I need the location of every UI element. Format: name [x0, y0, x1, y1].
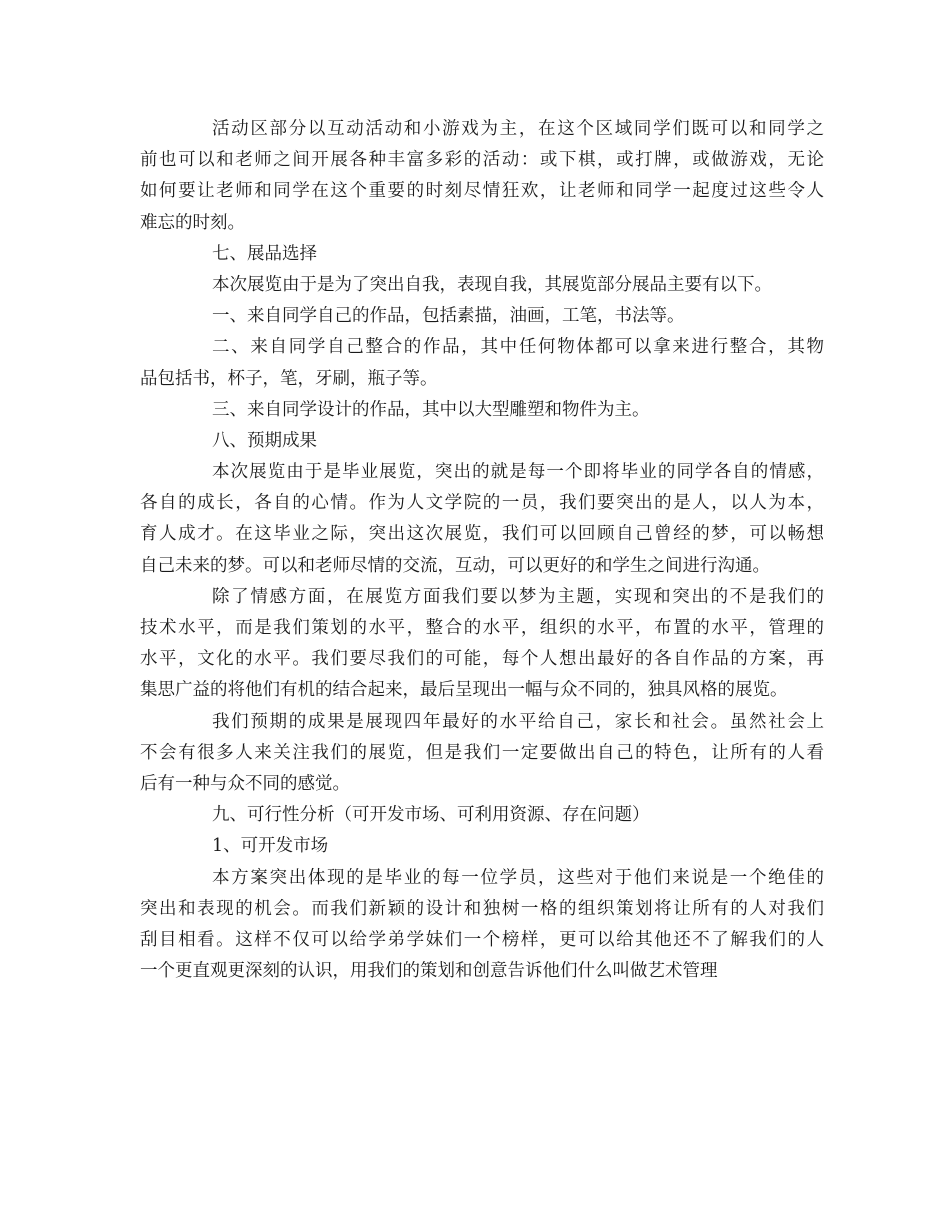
paragraph-line: 本方案突出体现的是毕业的每一位学员，这些对于他们来说是一个绝佳的: [212, 867, 824, 888]
section-heading: 九、可行性分析（可开发市场、可利用资源、存在问题）: [212, 805, 650, 826]
paragraph-line: 本次展览由于是为了突出自我，表现自我，其展览部分展品主要有以下。: [212, 274, 772, 295]
paragraph-line: 育人成才。在这毕业之际，突出这次展览，我们可以回顾自己曾经的梦，可以畅想: [140, 524, 824, 545]
paragraph-line: 水平，文化的水平。我们要尽我们的可能，每个人想出最好的各自作品的方案，再: [140, 649, 824, 670]
paragraph-line: 突出和表现的机会。而我们新颖的设计和独树一格的组织策划将让所有的人对我们: [140, 898, 824, 919]
paragraph-line: 集思广益的将他们有机的结合起来，最后呈现出一幅与众不同的，独具风格的展览。: [140, 680, 788, 701]
paragraph-line: 各自的成长，各自的心情。作为人文学院的一员，我们要突出的是人，以人为本，: [140, 493, 824, 514]
list-item-continuation: 品包括书，杯子，笔，牙刷，瓶子等。: [140, 368, 438, 389]
section-heading: 七、展品选择: [212, 243, 317, 264]
paragraph-line: 自己未来的梦。可以和老师尽情的交流，互动，可以更好的和学生之间进行沟通。: [140, 555, 770, 576]
paragraph-line: 刮目相看。这样不仅可以给学弟学妹们一个榜样，更可以给其他还不了解我们的人: [140, 929, 824, 950]
paragraph-line: 我们预期的成果是展现四年最好的水平给自己，家长和社会。虽然社会上: [212, 711, 824, 732]
list-item: 一、来自同学自己的作品，包括素描，油画，工笔，书法等。: [212, 306, 685, 327]
paragraph-line: 如何要让老师和同学在这个重要的时刻尽情狂欢，让老师和同学一起度过这些令人: [140, 181, 824, 202]
paragraph-line: 前也可以和老师之间开展各种丰富多彩的活动：或下棋，或打牌，或做游戏，无论: [140, 150, 824, 171]
list-item: 二、来自同学自己整合的作品，其中任何物体都可以拿来进行整合，其物: [212, 337, 824, 358]
subsection-heading: 1、可开发市场: [212, 836, 329, 857]
section-heading: 八、预期成果: [212, 430, 317, 451]
list-item: 三、来自同学设计的作品，其中以大型雕塑和物件为主。: [212, 399, 650, 420]
paragraph-line: 不会有很多人来关注我们的展览，但是我们一定要做出自己的特色，让所有的人看: [140, 742, 824, 763]
paragraph-line: 难忘的时刻。: [140, 212, 245, 233]
paragraph-line: 本次展览由于是毕业展览，突出的就是每一个即将毕业的同学各自的情感，: [212, 462, 824, 483]
paragraph-line: 除了情感方面，在展览方面我们要以梦为主题，实现和突出的不是我们的: [212, 586, 824, 607]
document-page: [140, 114, 824, 987]
paragraph-line: 一个更直观更深刻的认识，用我们的策划和创意告诉他们什么叫做艺术管理: [140, 961, 718, 982]
paragraph-line: 后有一种与众不同的感觉。: [140, 773, 350, 794]
paragraph-line: 活动区部分以互动活动和小游戏为主，在这个区域同学们既可以和同学之: [212, 119, 824, 139]
paragraph-line: 技术水平，而是我们策划的水平，整合的水平，组织的水平，布置的水平，管理的: [140, 618, 824, 638]
